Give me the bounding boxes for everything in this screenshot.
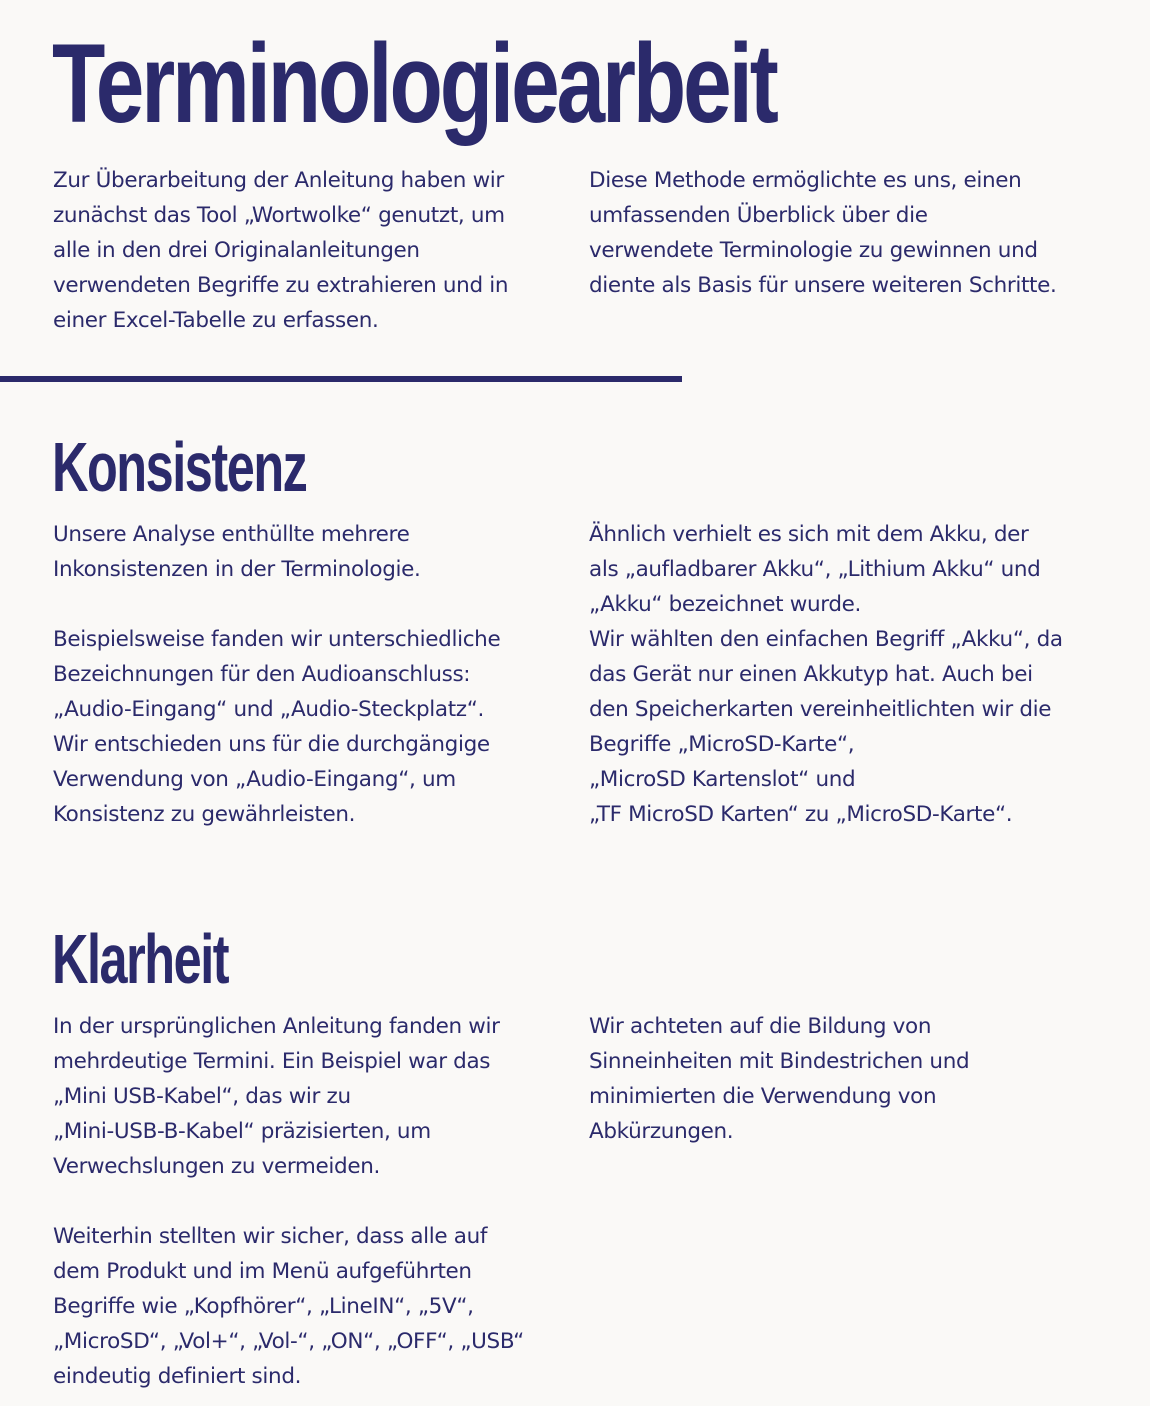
- klarheit-heading: Klarheit: [52, 920, 229, 998]
- terminologie-left-paragraph: Zur Überarbeitung der Anleitung haben wir zunächst das Tool „Wortwolke“ genutzt, um alle in den drei Originalanleitungen verwendeten Begriffe zu extrahieren und in einer Excel-Tabelle zu erfassen.: [53, 168, 509, 333]
- konsistenz-left-paragraph: Unsere Analyse enthüllte mehrere Inkonsistenzen in der Terminologie. Beispielsweise fanden wir unterschiedliche Bezeichnungen für den Audioanschluss: „Audio-Eingang“ und „Audio-Steckplatz“. Wir entschieden uns für die durchgängige Verwendung von „Audio-Eingang“, um Konsistenz zu gewährleisten.: [53, 522, 501, 827]
- terminologie-right-paragraph: Diese Methode ermöglichte es uns, einen umfassenden Überblick über die verwendete Terminologie zu gewinnen und diente als Basis für unsere weiteren Schritte.: [589, 168, 1057, 298]
- page-title: Terminologiearbeit: [52, 21, 776, 146]
- klarheit-left-paragraph: In der ursprünglichen Anleitung fanden wir mehrdeutige Termini. Ein Beispiel war das „Mini USB-Kabel“, das wir zu „Mini-USB-B-Kabel“ präzisierten, um Verwechslungen zu vermeiden. Weiterhin stellten wir sicher, dass alle auf dem Produkt und im Menü aufgeführten Begriffe wie „Kopfhörer“, „LineIN“, „5V“, „MicroSD“, „Vol+“, „Vol-“, „ON“, „OFF“, „USB“ eindeutig definiert sind.: [53, 1014, 524, 1389]
- section-divider: [0, 376, 682, 382]
- klarheit-right-paragraph: Wir achteten auf die Bildung von Sinneinheiten mit Bindestrichen und minimierten die Verwendung von Abkürzungen.: [589, 1014, 970, 1144]
- konsistenz-heading: Konsistenz: [52, 428, 307, 506]
- konsistenz-right-paragraph: Ähnlich verhielt es sich mit dem Akku, der als „aufladbarer Akku“, „Lithium Akku“ und „Akku“ bezeichnet wurde. Wir wählten den einfachen Begriff „Akku“, da das Gerät nur einen Akkutyp hat. Auch bei den Speicherkarten vereinheitlichten wir die Begriffe „MicroSD-Karte“, „MicroSD Kartenslot“ und „TF MicroSD Karten“ zu „MicroSD-Karte“.: [589, 522, 1063, 827]
